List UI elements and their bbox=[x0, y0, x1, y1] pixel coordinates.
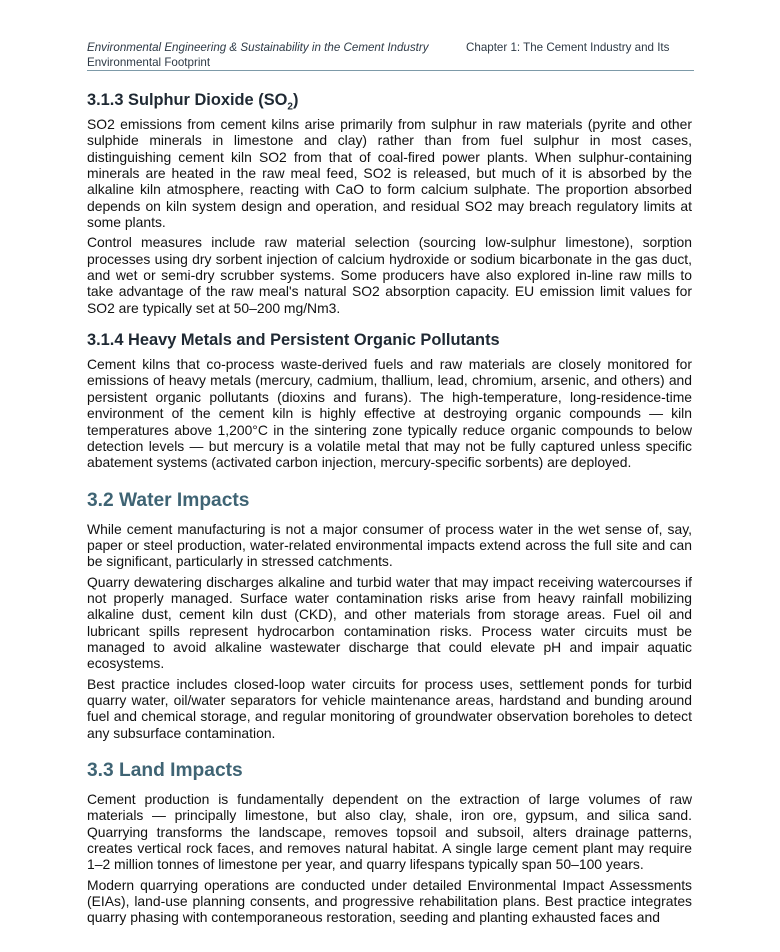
paragraph: Quarry dewatering discharges alkaline and turbid water that may impact receiving watercourses if not properly managed. Surface water contamination risks arise from heavy rainfall mobilizing alkaline dust, cement kiln dust (CKD), and other materials from storage areas. Fuel oil and lubricant spills represent hydrocarbon contamination risks. Process water circuits must be managed to avoid alkaline wastewater discharge that could elevate pH and impair aquatic ecosystems. bbox=[87, 573, 692, 672]
heading-3-1-3 bbox=[87, 90, 692, 111]
heading-3-1-3-close: ) bbox=[292, 91, 299, 109]
running-header bbox=[87, 41, 694, 70]
paragraph: Cement production is fundamentally dependent on the extraction of large volumes of raw materials — principally limestone, but also clay, shale, iron ore, gypsum, and silica sand. Quarrying transforms the landscape, removes topsoil and subsoil, alters drainage patterns, creates vertical rock faces, and removes natural habitat. A single large cement plant may require 1–2 million tonnes of limestone per year, and quarry lifespans typically span 50–100 years. bbox=[87, 791, 692, 873]
paragraph: Control measures include raw material selection (sourcing low-sulphur limestone), sorption processes using dry sorbent injection of calcium hydroxide or sodium bicarbonate in the gas duct, and wet or semi-dry scrubber systems. Some producers have also explored in-line raw mills to take advantage of the raw meal's natural SO2 absorption capacity. EU emission limit values for SO2 are typically set at 50–200 mg/Nm3. bbox=[87, 234, 692, 316]
header-book-title: Environmental Engineering & Sustainability in the Cement Industry bbox=[87, 41, 429, 54]
paragraph: Modern quarrying operations are conducted under detailed Environmental Impact Assessments (EIAs), land-use planning consents, and progressive rehabilitation plans. Best practice integrates quarry phasing with contemporaneous restoration, seeding and planting exhausted faces and bbox=[87, 876, 692, 926]
paragraph: While cement manufacturing is not a major consumer of process water in the wet sense of, say, paper or steel production, water-related environmental impacts extend across the full site and can be significant, particularly in stressed catchments. bbox=[87, 520, 692, 570]
heading-3-3: 3.3 Land Impacts bbox=[87, 760, 243, 781]
paragraph: SO2 emissions from cement kilns arise primarily from sulphur in raw materials (pyrite and other sulphide minerals in limestone and clay) rather than from fuel sulphur in most cases, distinguishing cement kiln SO2 from that of coal-fired power plants. When sulphur-containing minerals are heated in the raw meal feed, SO2 is released, but much of it is absorbed by the alkaline kiln atmosphere, reacting with CaO to form calcium sulphate. The proportion absorbed depends on kiln system design and operation, and residual SO2 may breach regulatory limits at some plants. bbox=[87, 116, 692, 231]
header-chapter-title: Chapter 1: The Cement Industry and Its bbox=[466, 41, 670, 54]
header-chapter-title-continuation: Environmental Footprint bbox=[87, 55, 211, 69]
heading-3-2: 3.2 Water Impacts bbox=[87, 489, 250, 511]
heading-3-1-4: 3.1.4 Heavy Metals and Persistent Organic Pollutants bbox=[87, 331, 500, 350]
page-body bbox=[87, 90, 692, 930]
paragraph: Best practice includes closed-loop water circuits for process uses, settlement ponds for turbid quarry water, oil/water separators for vehicle maintenance areas, hardstand and bunding around fuel and chemical storage, and regular monitoring of groundwater observation boreholes to detect any subsurface contamination. bbox=[87, 675, 692, 741]
heading-3-1-3-text: 3.1.3 Sulphur Dioxide (SO bbox=[87, 91, 288, 109]
paragraph: Cement kilns that co-process waste-derived fuels and raw materials are closely monitored for emissions of heavy metals (mercury, cadmium, thallium, lead, chromium, arsenic, and others) and persistent organic pollutants (dioxins and furans). The high-temperature, long-residence-time environment of the cement kiln is highly effective at destroying organic compounds — kiln temperatures above 1,200°C in the sintering zone typically reduce organic compounds to below detection levels — but mercury is a volatile metal that may not be fully captured unless specific abatement systems (activated carbon injection, mercury-specific sorbents) are deployed. bbox=[87, 356, 692, 471]
header-divider bbox=[87, 70, 694, 71]
heading-3-1-3-subscript: 2 bbox=[287, 101, 293, 113]
